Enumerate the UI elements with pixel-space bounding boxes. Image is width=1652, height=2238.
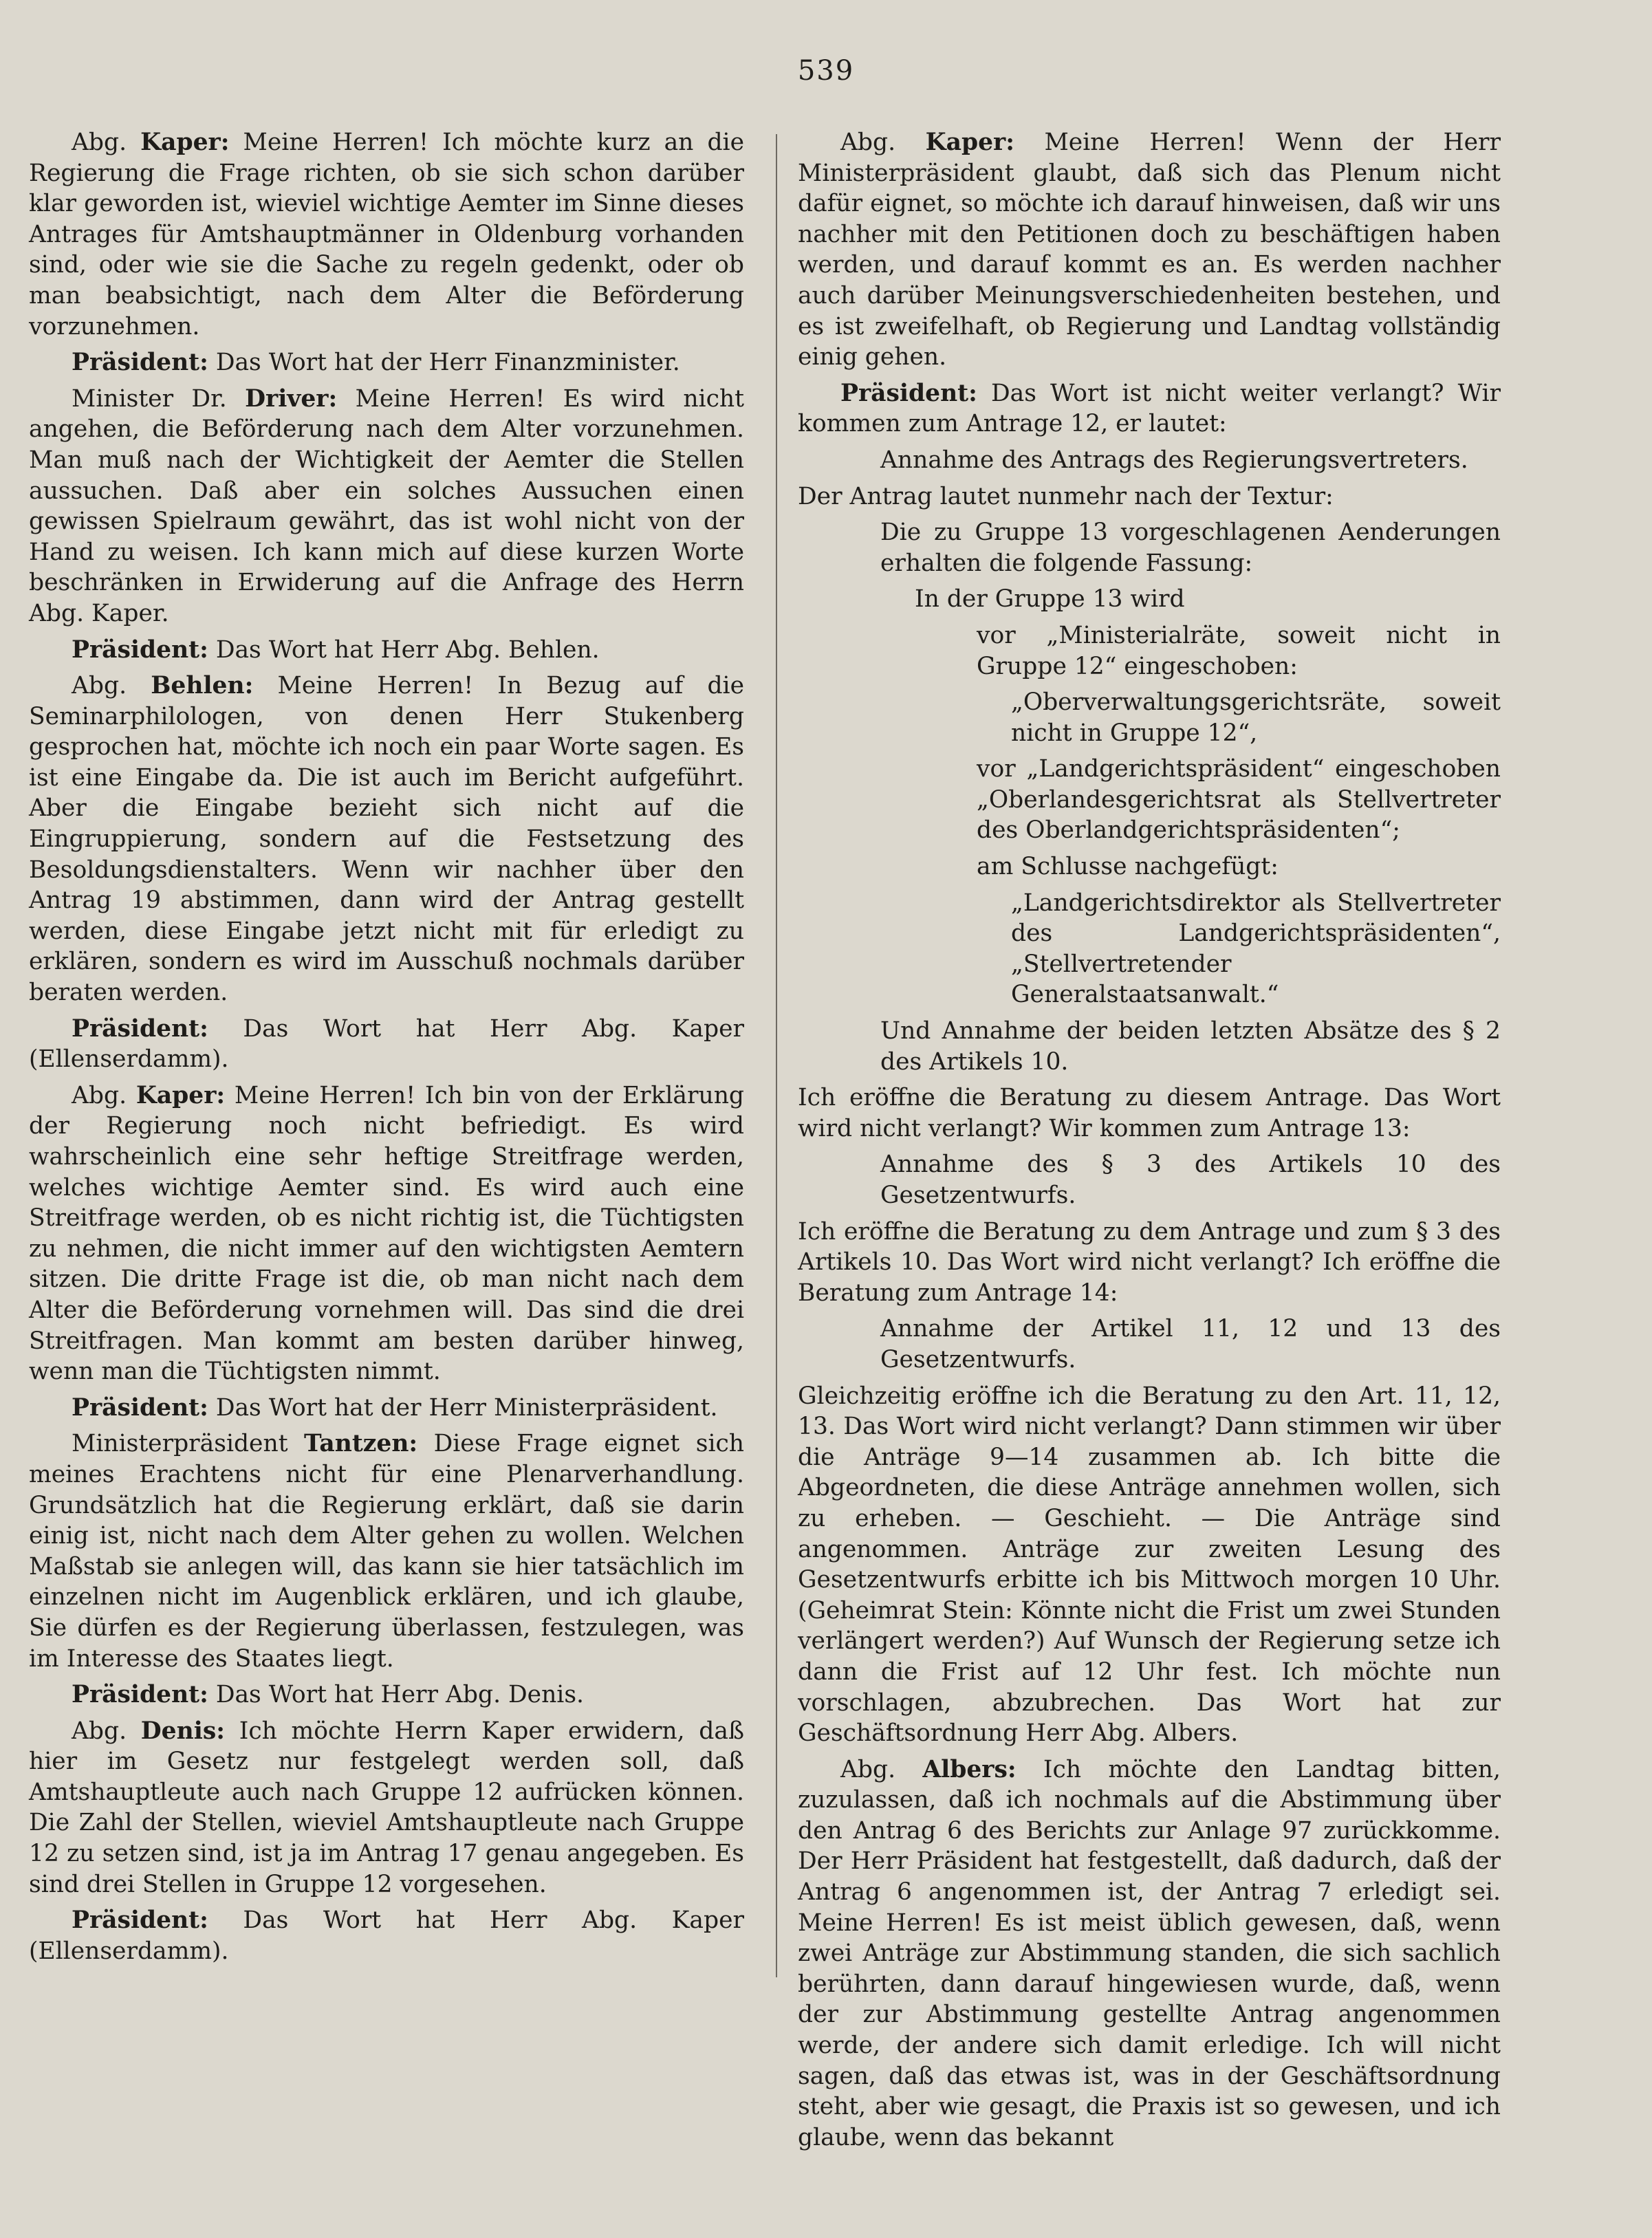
paragraph-text: Gleichzeitig eröffne ich die Beratung zu den Art. 11, 12, 13. Das Wort wird nicht verlangt? Dann stimmen wir über die Anträge 9—14 zusammen ab. Ich bitte die Abgeordneten, die diese Anträge annehmen wollen, sich zu erheben. — Geschieht. — Die Anträge sind angenommen. Anträge zur zweiten Lesung des Gesetzentwurfs erbitte ich bis Mittwoch morgen 10 Uhr. (Geheimrat Stein: Könnte nicht die Frist um zwei Stunden verlängert werden?) Auf Wunsch der Regierung setze ich dann die Frist auf 12 Uhr fest. Ich möchte nun vorschlagen, abzubrechen. Das Wort hat zur Geschäftsordnung Herr Abg. Albers. bbox=[798, 1382, 1501, 1748]
speaker-title: Abg. bbox=[840, 129, 896, 156]
paragraph-text: Die zu Gruppe 13 vorgeschlagenen Aenderungen erhalten die folgende Fassung: bbox=[880, 519, 1501, 577]
paragraph-text: Das Wort hat Herr Abg. Behlen. bbox=[215, 635, 600, 664]
paragraph-text: Meine Herren! Ich möchte kurz an die Regierung die Frage richten, ob sie sich schon darüber klar geworden ist, wieviel wichtige Aemter im Sinne dieses Antrages für Amtshauptmänner in Oldenburg vorhanden sind, oder wie sie die Sache zu regeln gedenkt, oder ob man beabsichtigt, nach dem Alter die Beförderung vorzunehmen. bbox=[29, 129, 744, 340]
paragraph-text: Diese Frage eignet sich meines Erachtens nicht für eine Plenarverhandlung. Grundsätzlich hat die Regierung erklärt, daß sie darin einig ist, nicht nach dem Alter gehen zu wollen. Welchen Maßstab sie anlegen will, das kann sie hier tatsächlich im einzelnen nicht im Augenblick erklären, und ich glaube, Sie dürfen es der Regierung überlassen, festzulegen, was im Interesse des Staates liegt. bbox=[29, 1430, 745, 1673]
speaker-name: Albers: bbox=[922, 1755, 1017, 1783]
paragraph-text: In der Gruppe 13 wird bbox=[915, 585, 1185, 613]
paragraph-text: Meine Herren! In Bezug auf die Seminarphilologen, von denen Herr Stukenberg gesprochen hat, möchte ich noch ein paar Worte sagen. Es ist eine Eingabe da. Die ist auch im Bericht aufgeführt. Aber die Eingabe bezieht sich nicht auf die Eingruppierung, sondern auf die Festsetzung des Besoldungsdienstalters. Wenn wir nachher über den Antrag 19 abstimmen, dann wird der Antrag gestellt werden, diese Eingabe jetzt nicht mit für erledigt zu erklären, sondern es wird im Ausschuß nochmals darüber beraten werden. bbox=[29, 672, 745, 1007]
paragraph-text: Ich möchte Herrn Kaper erwidern, daß hier im Gesetz nur festgelegt werden soll, daß Amtshauptleute auch nach Gruppe 12 aufrücken können. Die Zahl der Stellen, wieviel Amtshauptleute nach Gruppe 12 zu setzen sind, ist ja im Antrag 17 genau angegeben. Es sind drei Stellen in Gruppe 12 vorgesehen. bbox=[29, 1717, 745, 1898]
paragraph-text: Der Antrag lautet nunmehr nach der Textur: bbox=[798, 482, 1334, 510]
left-column bbox=[29, 127, 744, 1972]
speaker-name: Kaper: bbox=[140, 129, 230, 156]
paragraph-text: Meine Herren! Ich bin von der Erklärung der Regierung noch nicht befriedigt. Es wird wahrscheinlich eine sehr heftige Streitfrage werden, welches wichtige Aemter sind. Es wird auch eine Streitfrage werden, ob es nicht richtig ist, die Tüchtigsten zu nehmen, die nicht immer auf den wichtigsten Aemtern sitzen. Die dritte Frage ist die, ob man nicht nach dem Alter die Beförderung vornehmen will. Das sind die drei Streitfragen. Man kommt am besten darüber hinweg, wenn man die Tüchtigsten nimmt. bbox=[29, 1081, 745, 1386]
paragraph bbox=[29, 671, 744, 1008]
page-number: 539 bbox=[797, 55, 855, 87]
paragraph-text: Und Annahme der beiden letzten Absätze des § 2 des Artikels 10. bbox=[880, 1017, 1501, 1076]
paragraph bbox=[29, 1905, 744, 1966]
paragraph-text: Annahme des § 3 des Artikels 10 des Gesetzentwurfs. bbox=[880, 1151, 1501, 1209]
paragraph-text: Das Wort hat Herr Abg. Denis. bbox=[215, 1681, 585, 1709]
paragraph-text: Das Wort hat der Herr Ministerpräsident. bbox=[215, 1393, 718, 1422]
speaker-name: Behlen: bbox=[151, 672, 254, 700]
speaker-name: Kaper: bbox=[135, 1081, 226, 1109]
paragraph-text: Meine Herren! Wenn der Herr Ministerpräsident glaubt, daß sich das Plenum nicht dafür eignet, so möchte ich darauf hinweisen, daß wir uns nachher mit den Petitionen doch zu beschäftigen haben werden, und darauf kommt es an. Es werden nachher auch darüber Meinungsverschiedenheiten bestehen, und es ist zweifelhaft, ob Regierung und Landtag vollständig einig gehen. bbox=[798, 129, 1501, 371]
paragraph bbox=[798, 127, 1501, 373]
paragraph bbox=[798, 620, 1501, 682]
paragraph-text: Das Wort ist nicht weiter verlangt? Wir kommen zum Antrage 12, er lautet: bbox=[798, 379, 1501, 438]
paragraph bbox=[29, 127, 744, 342]
paragraph-text: „Landgerichtsdirektor als Stellvertreter des Landgerichtspräsidenten“, „Stellvertretender Generalstaatsanwalt.“ bbox=[1011, 889, 1501, 1009]
speaker-name: Driver: bbox=[245, 384, 338, 413]
paragraph bbox=[29, 1393, 744, 1424]
paragraph bbox=[29, 1014, 744, 1075]
speaker-title: Abg. bbox=[72, 672, 127, 700]
paragraph bbox=[798, 481, 1501, 512]
paragraph bbox=[29, 384, 744, 629]
paragraph-text: Das Wort hat Herr Abg. Kaper (Ellenserdamm). bbox=[29, 1014, 744, 1074]
paragraph bbox=[798, 888, 1501, 1010]
speaker-name: Tantzen: bbox=[304, 1430, 418, 1458]
paragraph-text: vor „Landgerichtspräsident“ eingeschoben „Oberlandesgerichtsrat als Stellvertreter des Oberlandgerichtspräsidenten“; bbox=[977, 755, 1501, 845]
speaker-name: Präsident: bbox=[72, 349, 208, 377]
speaker-name: Präsident: bbox=[72, 1906, 208, 1935]
paragraph-text: „Oberverwaltungsgerichtsräte, soweit nicht in Gruppe 12“, bbox=[1011, 688, 1501, 747]
paragraph bbox=[798, 1381, 1501, 1749]
speaker-name: Denis: bbox=[140, 1717, 225, 1745]
paragraph bbox=[29, 1080, 744, 1387]
paragraph bbox=[798, 1217, 1501, 1309]
paragraph bbox=[798, 851, 1501, 882]
right-column bbox=[798, 127, 1501, 2158]
paragraph bbox=[29, 1716, 744, 1900]
paragraph bbox=[798, 1083, 1501, 1144]
speaker-name: Präsident: bbox=[72, 635, 208, 664]
paragraph bbox=[798, 378, 1501, 439]
paragraph-text: Das Wort hat Herr Abg. Kaper (Ellenserdamm). bbox=[29, 1906, 744, 1965]
speaker-name: Präsident: bbox=[72, 1393, 208, 1422]
paragraph bbox=[798, 687, 1501, 748]
speaker-name: Präsident: bbox=[840, 379, 977, 407]
speaker-name: Präsident: bbox=[72, 1681, 208, 1709]
speaker-title: Abg. bbox=[72, 1717, 127, 1745]
paragraph-text: Meine Herren! Es wird nicht angehen, die Beförderung nach dem Alter vorzunehmen. Man muß nach der Wichtigkeit der Aemter die Stellen aussuchen. Daß aber ein solches Aussuchen einen gewissen Spielraum gewährt, das ist wohl nicht von der Hand zu weisen. Ich kann mich auf diese kurzen Worte beschränken in Erwiderung auf die Anfrage des Herrn Abg. Kaper. bbox=[29, 384, 745, 627]
paragraph bbox=[798, 1149, 1501, 1210]
speaker-title: Abg. bbox=[72, 1081, 127, 1109]
paragraph bbox=[798, 1016, 1501, 1077]
paragraph bbox=[798, 1314, 1501, 1375]
paragraph bbox=[798, 584, 1501, 615]
paragraph bbox=[798, 445, 1501, 476]
paragraph bbox=[798, 754, 1501, 846]
paragraph bbox=[29, 347, 744, 378]
paragraph bbox=[798, 517, 1501, 578]
paragraph-text: Ich eröffne die Beratung zu dem Antrage und zum § 3 des Artikels 10. Das Wort wird nicht verlangt? Ich eröffne die Beratung zum Antrage 14: bbox=[798, 1217, 1501, 1307]
speaker-title: Ministerpräsident bbox=[72, 1430, 288, 1458]
paragraph bbox=[29, 1428, 744, 1674]
speaker-title: Minister Dr. bbox=[72, 384, 227, 413]
paragraph bbox=[29, 1680, 744, 1710]
speaker-name: Präsident: bbox=[72, 1014, 208, 1043]
speaker-title: Abg. bbox=[72, 129, 127, 156]
paragraph bbox=[798, 1754, 1501, 2153]
paragraph-text: Annahme des Antrags des Regierungsvertreters. bbox=[880, 446, 1468, 474]
paragraph-text: Das Wort hat der Herr Finanzminister. bbox=[215, 349, 680, 377]
paragraph-text: Ich eröffne die Beratung zu diesem Antrage. Das Wort wird nicht verlangt? Wir kommen zum Antrage 13: bbox=[798, 1084, 1501, 1142]
paragraph-text: am Schlusse nachgefügt: bbox=[977, 853, 1279, 881]
paragraph-text: Annahme der Artikel 11, 12 und 13 des Gesetzentwurfs. bbox=[880, 1315, 1501, 1373]
speaker-title: Abg. bbox=[840, 1755, 896, 1783]
paragraph-text: vor „Ministerialräte, soweit nicht in Gruppe 12“ eingeschoben: bbox=[977, 621, 1501, 680]
speaker-name: Kaper: bbox=[925, 129, 1014, 156]
paragraph bbox=[29, 635, 744, 666]
column-divider bbox=[776, 134, 777, 1977]
paragraph-text: Ich möchte den Landtag bitten, zuzulassen, daß ich nochmals auf die Abstimmung über den Antrag 6 des Berichts zur Anlage 97 zurückkomme. Der Herr Präsident hat festgestellt, daß dadurch, daß der Antrag 6 angenommen ist, der Antrag 7 erledigt sei. Meine Herren! Es ist meist üblich gewesen, daß, wenn zwei Anträge zur Abstimmung standen, die sich sachlich berührten, dann darauf hingewiesen wurde, daß, wenn der zur Abstimmung gestellte Antrag angenommen werde, der andere sich damit erledige. Ich will nicht sagen, daß das etwas ist, was in der Geschäftsordnung steht, aber wie gesagt, die Praxis ist so gewesen, und ich glaube, wenn das bekannt bbox=[798, 1755, 1501, 2151]
